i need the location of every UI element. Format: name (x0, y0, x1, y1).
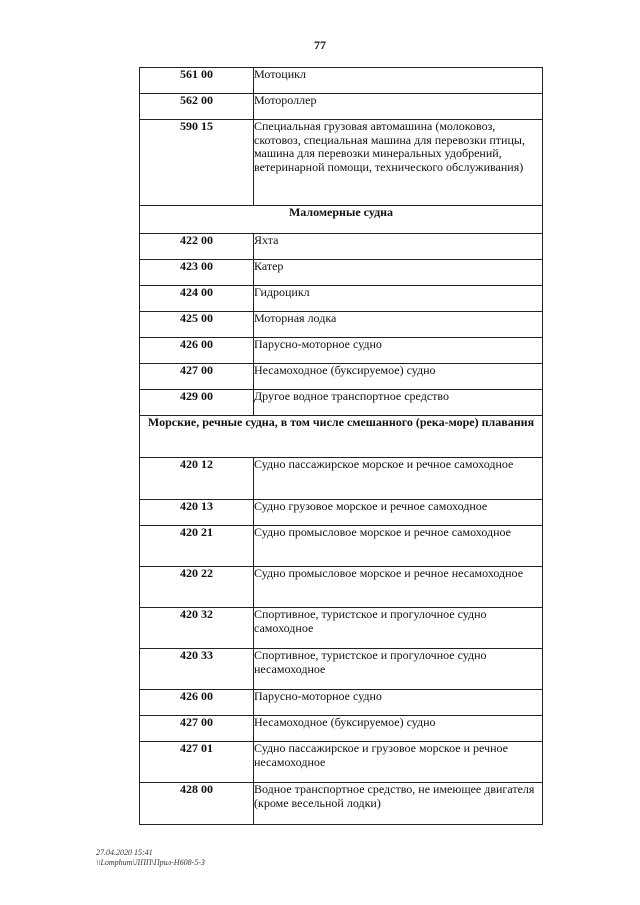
table-row (140, 286, 543, 312)
vehicle-description: Спортивное, туристское и прогулочное судно самоходное (254, 608, 543, 649)
okof-code: 425 00 (140, 312, 254, 338)
okof-code: 427 00 (140, 716, 254, 742)
vehicle-description: Гидроцикл (254, 286, 543, 312)
vehicle-description: Другое водное транспортное средство (254, 390, 543, 416)
table-row (140, 716, 543, 742)
okof-code: 420 33 (140, 649, 254, 690)
vehicle-description: Несамоходное (буксируемое) судно (254, 716, 543, 742)
table-row (140, 783, 543, 825)
vehicle-description: Парусно-моторное судно (254, 338, 543, 364)
vehicle-description: Судно пассажирское и грузовое морское и речное несамоходное (254, 742, 543, 783)
okof-code: 427 00 (140, 364, 254, 390)
table-row (140, 567, 543, 608)
vehicle-description: Водное транспортное средство, не имеющее двигателя (кроме весельной лодки) (254, 783, 543, 825)
okof-code: 422 00 (140, 234, 254, 260)
table-row (140, 120, 543, 206)
footer-timestamp: 27.04.2020 15:41 (96, 848, 153, 857)
vehicle-description: Судно пассажирское морское и речное самоходное (254, 458, 543, 500)
table-row (140, 312, 543, 338)
vehicle-description: Специальная грузовая автомашина (молоковоз, скотовоз, специальная машина для перевозки птицы, машина для перевозки минеральных удобрений, ветеринарной помощи, технического обслуживания) (254, 120, 543, 206)
table-row (140, 94, 543, 120)
table-row (140, 68, 543, 94)
okof-code: 561 00 (140, 68, 254, 94)
section-row (140, 416, 543, 458)
table-row (140, 338, 543, 364)
footer-path: \\Lomphum\ЛПП\Прил-Н608-5-3 (96, 858, 205, 867)
vehicle-description: Катер (254, 260, 543, 286)
okof-code: 429 00 (140, 390, 254, 416)
okof-code: 420 12 (140, 458, 254, 500)
document-footer (96, 848, 205, 868)
section-row (140, 206, 543, 234)
vehicle-description: Спортивное, туристское и прогулочное судно несамоходное (254, 649, 543, 690)
vehicle-description: Мотороллер (254, 94, 543, 120)
table-row (140, 260, 543, 286)
okof-code: 562 00 (140, 94, 254, 120)
okof-code: 420 13 (140, 500, 254, 526)
table-body (140, 68, 543, 825)
okof-code: 426 00 (140, 338, 254, 364)
okof-code: 426 00 (140, 690, 254, 716)
vehicle-description: Моторная лодка (254, 312, 543, 338)
section-heading: Морские, речные судна, в том числе смешанного (река-море) плавания (140, 416, 543, 458)
vehicle-description: Судно промысловое морское и речное несамоходное (254, 567, 543, 608)
okof-code: 423 00 (140, 260, 254, 286)
table-row (140, 742, 543, 783)
okof-code: 424 00 (140, 286, 254, 312)
okof-code: 427 01 (140, 742, 254, 783)
section-heading: Маломерные судна (140, 206, 543, 234)
vehicle-description: Судно грузовое морское и речное самоходное (254, 500, 543, 526)
table-row (140, 690, 543, 716)
okof-code: 428 00 (140, 783, 254, 825)
table-row (140, 526, 543, 567)
okof-code: 420 32 (140, 608, 254, 649)
vehicle-description: Яхта (254, 234, 543, 260)
okof-code: 590 15 (140, 120, 254, 206)
vehicle-description: Несамоходное (буксируемое) судно (254, 364, 543, 390)
table-row (140, 234, 543, 260)
table-row (140, 390, 543, 416)
table-row (140, 608, 543, 649)
table-row (140, 364, 543, 390)
vehicle-description: Судно промысловое морское и речное самоходное (254, 526, 543, 567)
vehicle-description: Парусно-моторное судно (254, 690, 543, 716)
okof-code: 420 22 (140, 567, 254, 608)
vehicle-code-table (139, 67, 543, 825)
table-row (140, 649, 543, 690)
vehicle-description: Мотоцикл (254, 68, 543, 94)
okof-code: 420 21 (140, 526, 254, 567)
page-number: 77 (314, 38, 326, 52)
table-row (140, 500, 543, 526)
table-row (140, 458, 543, 500)
